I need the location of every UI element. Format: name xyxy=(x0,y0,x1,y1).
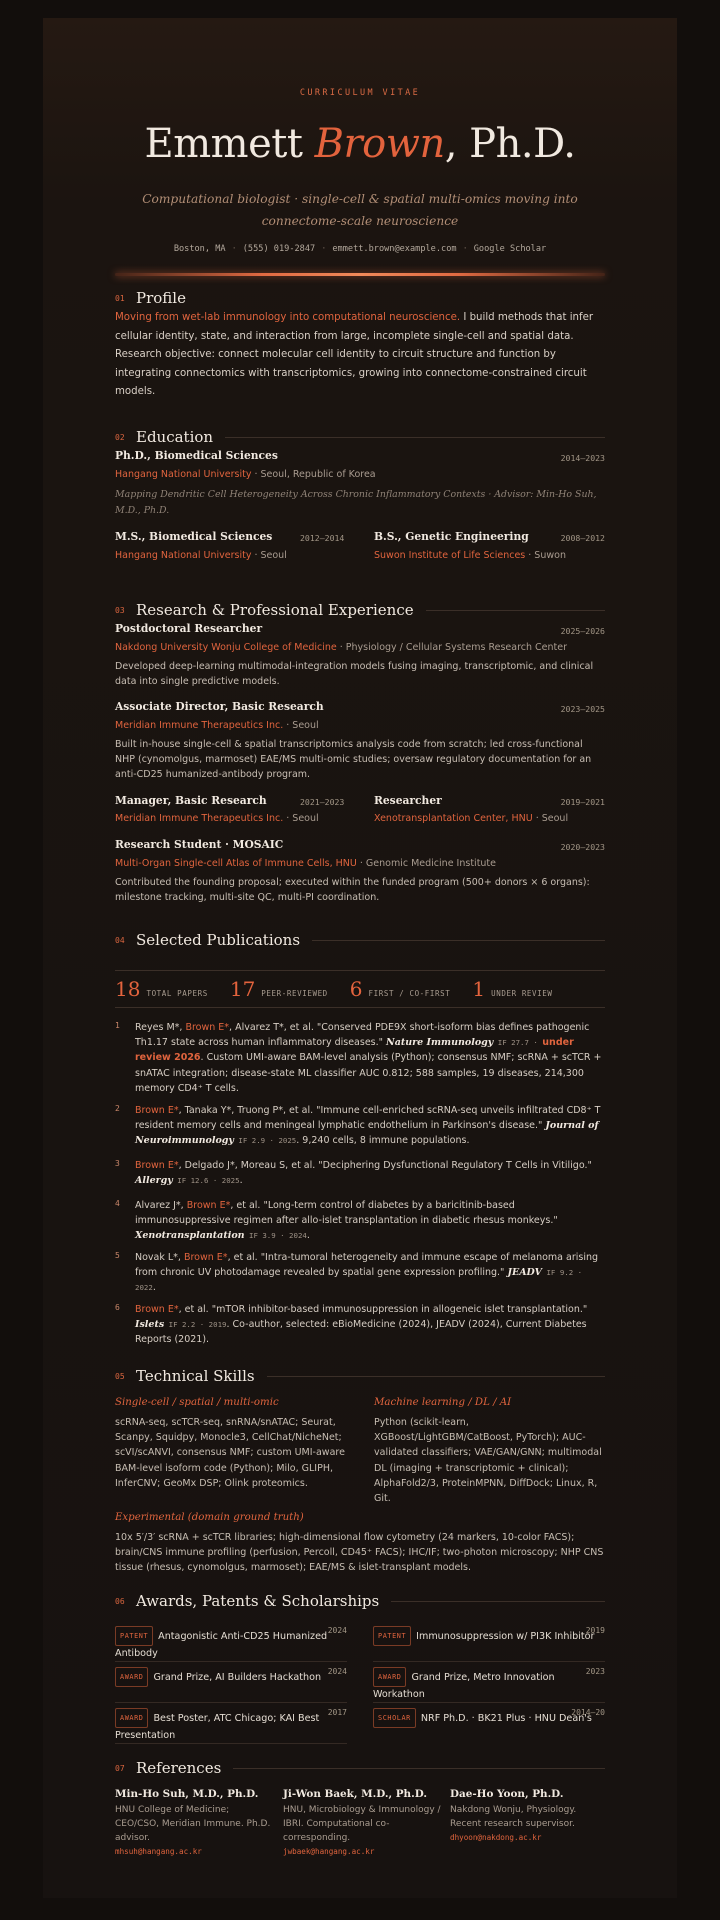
reference-item: Min-Ho Suh, M.D., Ph.D. HNU College of Medicine; CEO/CSO, Meridian Immune. Ph.D. advisor. mhsuh@hangang.ac.kr xyxy=(115,1788,275,1856)
contact-location: Boston, MA xyxy=(173,244,226,254)
publication-stats xyxy=(115,970,605,1008)
google-scholar-link[interactable]: Google Scholar xyxy=(473,244,547,254)
degree-date: 2012–2014 xyxy=(300,533,345,543)
degree-institution: Hangang National University · Seoul, Republic of Korea xyxy=(115,469,376,480)
section-publications-heading: 04 Selected Publications xyxy=(115,930,605,950)
award-item: PATENT Immunosuppression w/ PI3K Inhibitor 2019 xyxy=(373,1626,605,1646)
award-item: AWARD Grand Prize, Metro Innovation Workathon 2023 xyxy=(373,1667,605,1700)
reference-email[interactable]: mhsuh@hangang.ac.kr xyxy=(115,1847,202,1856)
document-kicker: CURRICULUM VITAE xyxy=(299,88,421,98)
section-awards-heading: 06 Awards, Patents & Scholarships xyxy=(115,1591,605,1611)
reference-item: Ji-Won Baek, M.D., Ph.D. HNU, Microbiology & Immunology / IBRI. Computational co-corresponding. jwbaek@hangang.ac.kr xyxy=(283,1788,443,1856)
degree-institution: Suwon Institute of Life Sciences · Suwon xyxy=(374,550,566,561)
header-divider xyxy=(115,273,605,276)
thesis-title: Mapping Dendritic Cell Heterogeneity Across Chronic Inflammatory Contexts · Advisor: Min-Ho Suh, M.D., Ph.D. xyxy=(115,489,597,516)
reference-email[interactable]: jwbaek@hangang.ac.kr xyxy=(283,1847,375,1856)
award-item: SCHOLAR NRF Ph.D. · BK21 Plus · HNU Dean's 2014–20 xyxy=(373,1708,605,1728)
degree-title: Ph.D., Biomedical Sciences xyxy=(115,449,278,462)
reference-email[interactable]: dhyoon@nakdong.ac.kr xyxy=(450,1833,542,1842)
tagline: Computational biologist · single-cell & spatial multi-omics moving into connectome-scale neuroscience xyxy=(142,192,578,228)
stat-under-review: 1 UNDER REVIEW xyxy=(472,977,553,1001)
section-experience-heading: 03 Research & Professional Experience xyxy=(115,600,605,620)
profile-summary: Moving from wet-lab immunology into computational neuroscience. I build methods that infer cellular identity, state, and interaction from large, incomplete single-cell and spatial data. Research objective: connect molecular cell identity to circuit structure and function by integrating connectomics with transcriptomics, growing into connectome-constrained circuit models. xyxy=(115,312,594,398)
degree-title: M.S., Biomedical Sciences xyxy=(115,530,273,543)
resume-page: CURRICULUM VITAE Emmett Brown, Ph.D. Computational biologist · single-cell & spatial multi-omics moving into connectome-scale neuroscience Boston, MA · (555) 019-2847 · emmett.brown@example.com · Google Scholar 01 Profile Moving from wet-lab immunology into computational neuroscience. I build methods that infer cellular identity, state, and interaction from large, incomplete single-cell and spatial data. Research objective: connect molecular cell identity to circuit structure and function by integrating connectomics with transcriptomics, growing into connectome-constrained circuit models. 02 Education Ph.D., Biomedical Sciences 2014–2023 Hangang National University · Seoul, Republic of Korea Mapping Dendritic Cell Heterogeneity Across Chronic Inflammatory Contexts · Advisor: Min-Ho Suh, M.D., Ph.D. M.S., Biomedical Sciences 2012–2014 Hangang National University · Seoul B.S., Genetic Engineering 2008–2012 Suwon Institute of Life Sciences · Suwon 03 Research & Professional Experience Postdoctoral Researcher 2025–2026 Nakdong University Wonju College of Medicine · Physiology / Cellular Systems Research Center Developed deep-learning multimodal-integration models fusing imaging, transcriptomic, and clinical data into single predictive models. Associate Director, Basic Research 2023–2025 Meridian Immune Therapeutics Inc. · Seoul Built in-house single-cell & spatial transcriptomics analysis code from scratch; led cross-functional NHP (cynomolgus, marmoset) EAE/MS multi-omic studies; oversaw regulatory documentation for an anti-CD25 humanized-antibody program. Manager, Basic Research 2021–2023 Meridian Immune Therapeutics Inc. · Seoul Researcher 2019–2021 Xenotransplantation Center, HNU · Seoul Research Student · MOSAIC 2020–2023 Multi-Organ Single-cell Atlas of Immune Cells, HNU · Genomic Medicine Institute Contributed the founding proposal; executed within the funded program (500+ donors × 6 organs): milestone tracking, multi-site QC, multi-PI coordination. 04 Selected Publications 18 TOTAL PAPERS 17 PEER-REVIEWED 6 FIRST / CO-FIRST 1 UNDER REVIEW 1 Reyes M*, Brown E*, Alvarez T*, et al. "Conserved PDE9X short-isoform bias defines pathogenic Th1.17 state across human inflammatory diseases." Nature Immunology IF 27.7 · under review 2026. Custom UMI-aware BAM-level analysis (Python); consensus NMF; scRNA + scTCR + snATAC integration; disease-state ML classifier AUC 0.812; 588 samples, 19 diseases, 214,300 memory CD4⁺ T cells. 2 Brown E*, Tanaka Y*, Truong P*, et al. "Immune cell-enriched scRNA-seq unveils infiltrated CD8⁺ T resident memory cells and meningeal lymphatic endothelium in Parkinson's disease." Journal of Neuroimmunology IF 2.9 · 2025. 9,240 cells, 8 immune populations. 3 Brown E*, Delgado J*, Moreau S, et al. "Deciphering Dysfunctional Regulatory T Cells in Vitiligo." Allergy IF 12.6 · 2025. 4 Alvarez J*, Brown E*, et al. "Long-term control of diabetes by a baricitinib-based immunosuppressive regimen after allo-islet transplantation in diabetic rhesus monkeys." Xenotransplantation IF 3.9 · 2024. 5 Novak L*, Brown E*, et al. "Intra-tumoral heterogeneity and immune escape of melanoma arising from chronic UV photodamage revealed by spatial gene expression profiling." JEADV IF 9.2 · 2022. 6 Brown E*, et al. "mTOR inhibitor-based immunosuppression in allogeneic islet transplantation." Islets IF 2.2 · 2019. Co-author, selected: eBioMedicine (2024), JEADV (2024), Current Diabetes Reports (2021). 05 Technical Skills Single-cell / spatial / multi-omic scRNA-seq, scTCR-seq, snRNA/snATAC; Seurat, Scanpy, Squidpy, Monocle3, CellChat/NicheNet; scVI/scANVI, consensus NMF; custom UMI-aware BAM-level isoform code (Python); Milo, GLIPH, InferCNV; GeoMx DSP; Olink proteomics. Machine learning / DL / AI Python (scikit-learn, XGBoost/LightGBM/CatBoost, PyTorch); AUC-validated classifiers; VAE/GAN/GNN; multimodal DL (imaging + transcriptomic + clinical); AlphaFold2/3, ProteinMPNN, DiffDock; Linux, R, Git. Experimental (domain ground truth) 10x 5′/3′ scRNA + scTCR libraries; high-dimensional flow cytometry (24 markers, 10-color FACS); brain/CNS immune profiling (perfusion, Percoll, CD45⁺ FACS); IHC/IF; two-photon microscopy; NHP CNS tissue (rhesus, cynomolgus, marmoset); EAE/MS & islet-transplant models. 06 Awards, Patents & Scholarships PATENT Antagonistic Anti-CD25 Humanized Antibody 2024 PATENT Immunosuppression w/ PI3K Inhibitor 2019 AWARD Grand Prize, AI Builders Hackathon 2024 AWARD Grand Prize, Metro Innovation Workathon 2023 AWARD Best Poster, ATC Chicago; KAI Best Presentation 2017 SCHOLAR NRF Ph.D. · BK21 Plus · HNU Dean's 2014–20 07 References Min-Ho Suh, M.D., Ph.D. HNU College of Medicine; CEO/CSO, Meridian Immune. Ph.D. advisor. mhsuh@hangang.ac.kr Ji-Won Baek, M.D., Ph.D. HNU, Microbiology & Immunology / IBRI. Computational co-corresponding. jwbaek@hangang.ac.kr Dae-Ho Yoon, Ph.D. Nakdong Wonju, Physiology. Recent research supervisor. dhyoon@nakdong.ac.kr xyxy=(43,18,677,1898)
stat-peer-reviewed: 17 PEER-REVIEWED xyxy=(229,977,328,1001)
contact-email[interactable]: emmett.brown@example.com xyxy=(332,244,457,254)
candidate-name: Emmett Brown, Ph.D. xyxy=(144,121,576,167)
stat-total-papers: 18 TOTAL PAPERS xyxy=(115,977,208,1001)
degree-date: 2008–2012 xyxy=(560,533,605,543)
section-references-heading: 07 References xyxy=(115,1758,605,1778)
degree-title: B.S., Genetic Engineering xyxy=(374,530,529,543)
stat-first-author: 6 FIRST / CO-FIRST xyxy=(349,977,451,1001)
section-education-heading: 02 Education xyxy=(115,427,605,447)
contact-line: Boston, MA · (555) 019-2847 · emmett.brown@example.com · Google Scholar xyxy=(173,244,547,254)
award-item: AWARD Grand Prize, AI Builders Hackathon 2024 xyxy=(115,1667,347,1687)
degree-date: 2014–2023 xyxy=(560,453,605,463)
degree-institution: Hangang National University · Seoul xyxy=(115,550,287,561)
award-item: PATENT Antagonistic Anti-CD25 Humanized Antibody 2024 xyxy=(115,1626,347,1659)
reference-item: Dae-Ho Yoon, Ph.D. Nakdong Wonju, Physiology. Recent research supervisor. dhyoon@nakdong.ac.kr xyxy=(450,1788,610,1842)
contact-phone[interactable]: (555) 019-2847 xyxy=(242,244,316,254)
award-item: AWARD Best Poster, ATC Chicago; KAI Best Presentation 2017 xyxy=(115,1708,347,1741)
section-skills-heading: 05 Technical Skills xyxy=(115,1366,605,1386)
profile-lead: Moving from wet-lab immunology into computational neuroscience. xyxy=(115,312,461,323)
section-profile-heading: 01 Profile xyxy=(115,289,186,307)
